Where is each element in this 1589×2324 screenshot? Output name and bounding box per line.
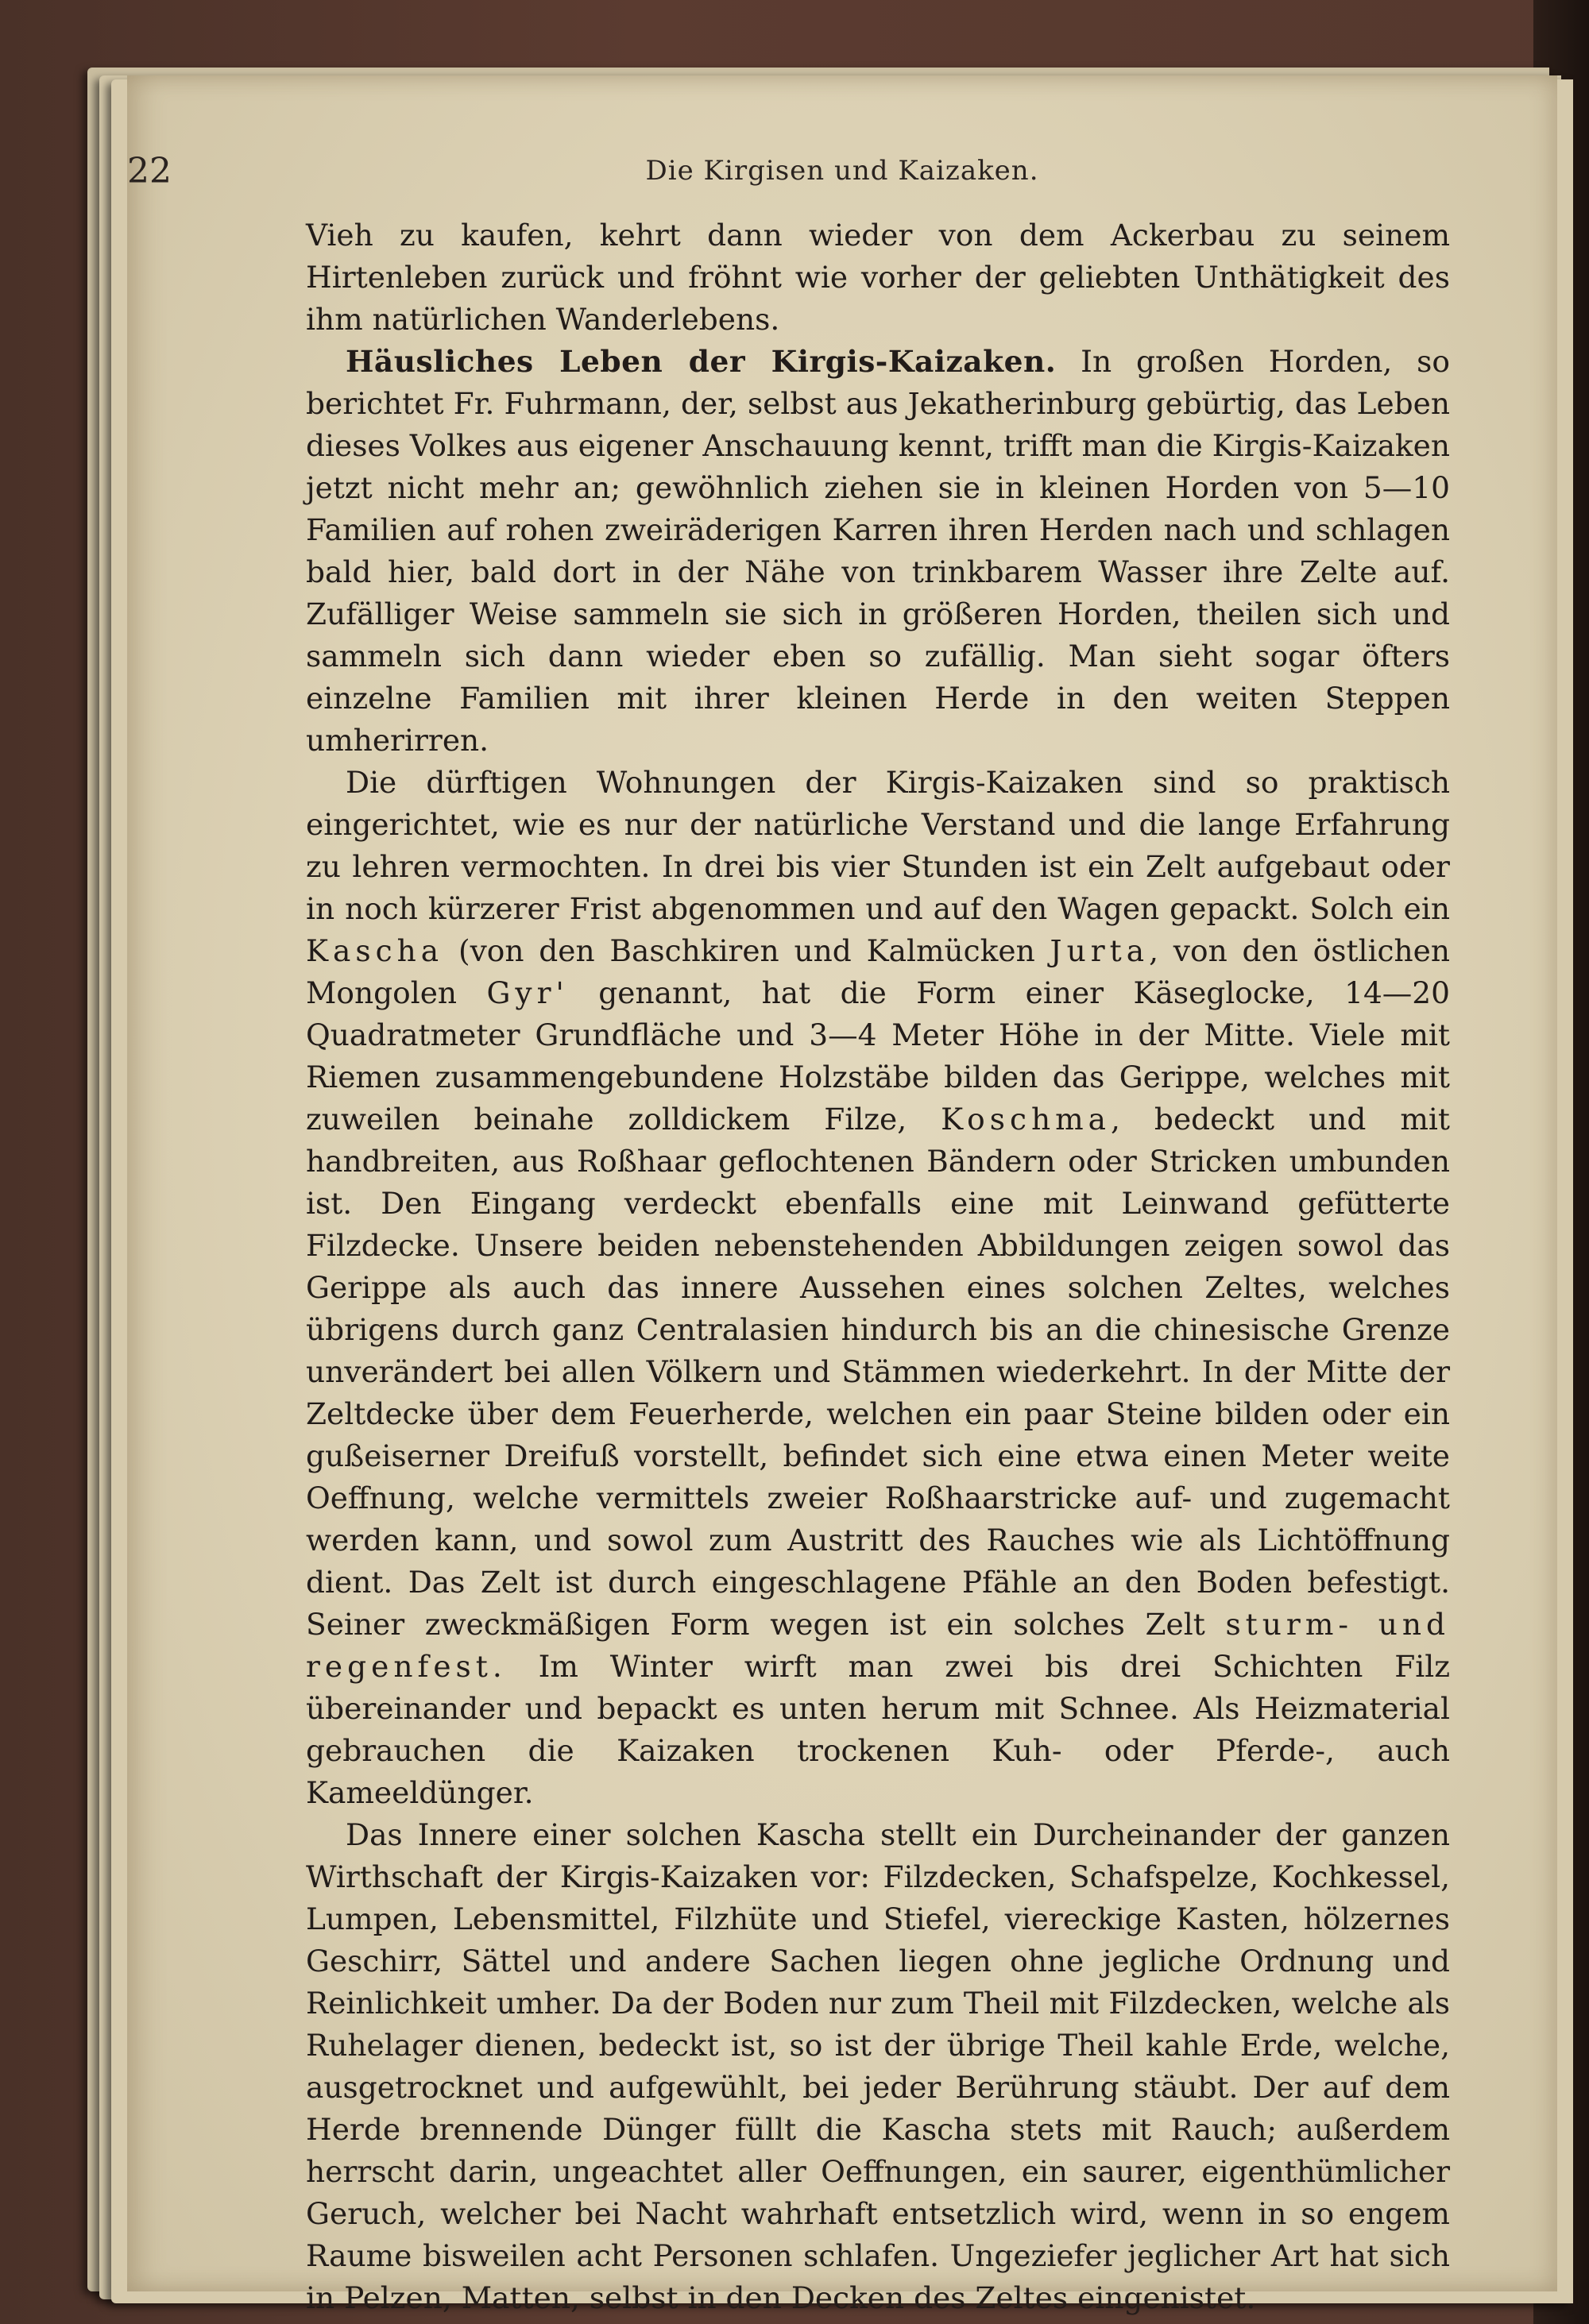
term-gyr: Gyr': [486, 975, 569, 1010]
paragraph-text: Vieh zu kaufen, kehrt dann wieder von dem Ackerbau zu seinem Hirtenleben zurück und fröhnt wie vorher der geliebten Unthätigkeit des ihm natürlichen Wanderlebens.: [306, 218, 1450, 337]
paragraph-text: , bedeckt und mit handbreiten, aus Roßhaar geflochtenen Bändern oder Stricken umbunden ist. Den Eingang verdeckt ebenfalls eine mit Leinwand gefütterte Filzdecke. Unsere beiden nebenstehenden Abbildungen zeigen sowol das Gerippe als auch das innere Aussehen eines solchen Zeltes, welches übrigens durch ganz Centralasien hindurch bis an die chinesische Grenze unverändert bei allen Völkern und Stämmen wiederkehrt. In der Mitte der Zeltdecke über dem Feuerherde, welchen ein paar Steine bilden oder ein gußeiserner Dreifuß vorstellt, befindet sich eine etwa einen Meter weite Oeffnung, welche vermittels zweier Roßhaarstricke auf- und zugemacht werden kann, und sowol zum Austritt des Rauches wie als Lichtöffnung dient. Das Zelt ist durch eingeschlagene Pfähle an den Boden befestigt. Seiner zweckmäßigen Form wegen ist ein solches Zelt: [306, 1102, 1450, 1642]
paragraph-text: , von den östlichen Mongolen: [306, 933, 1451, 1010]
paragraph: [306, 1814, 1450, 2319]
body-text: [306, 214, 1450, 2319]
term-sturm-und-regenfest: sturm- und regenfest.: [306, 1607, 1451, 1684]
paragraph-text: (von den Baschkiren und Kalmücken: [458, 933, 1035, 968]
paragraph-text: Die dürftigen Wohnungen der Kirgis-Kaizaken sind so praktisch eingerichtet, wie es nur der natürliche Verstand und die lange Erfahrung zu lehren vermochten. In drei bis vier Stunden ist ein Zelt aufgebaut oder in noch kürzerer Frist abgenommen und auf den Wagen gepackt. Solch ein: [306, 765, 1450, 926]
paragraph-text: genannt, hat die Form einer Käseglocke, 14—20 Quadratmeter Grundfläche und 3—4 Meter Höhe in der Mitte. Viele mit Riemen zusammengebundene Holzstäbe bilden das Gerippe, welches mit zuweilen beinahe zolldickem Filze,: [306, 975, 1451, 1137]
paragraph-text: Im Winter wirft man zwei bis drei Schichten Filz übereinander und bepackt es unten herum mit Schnee. Als Heizmaterial gebrauchen die Kaizaken trockenen Kuh- oder Pferde-, auch Kameeldünger.: [306, 1649, 1450, 1810]
running-title: Die Kirgisen und Kaizaken.: [645, 155, 1039, 187]
term-jurta: Jurta: [1050, 933, 1150, 968]
paragraph-text: Das Innere einer solchen Kascha stellt ein Durcheinander der ganzen Wirthschaft der Kirgis-Kaizaken vor: Filzdecken, Schafspelze, Kochkessel, Lumpen, Lebensmittel, Filzhüte und Stiefel, viereckige Kasten, hölzernes Geschirr, Sättel und andere Sachen liegen ohne jegliche Ordnung und Reinlichkeit umher. Da der Boden nur zum Theil mit Filzdecken, welche als Ruhelager dienen, bedeckt ist, so ist der übrige Theil kahle Erde, welche, ausgetrocknet und aufgewühlt, bei jeder Berührung stäubt. Der auf dem Herde brennende Dünger füllt die Kascha stets mit Rauch; außerdem herrscht darin, ungeachtet aller Oeffnungen, ein saurer, eigenthümlicher Geruch, welcher bei Nacht wahrhaft entsetzlich wird, wenn in so engem Raume bisweilen acht Personen schlafen. Ungeziefer jeglicher Art hat sich in Pelzen, Matten, selbst in den Decken des Zeltes eingenistet.: [306, 1817, 1450, 2315]
term-kascha: Kascha: [306, 933, 444, 968]
page-number: 22: [127, 151, 172, 191]
paragraph: [306, 341, 1450, 762]
paragraph: [306, 214, 1450, 341]
term-koschma: Koschma: [941, 1102, 1112, 1137]
section-rubric: Häusliches Leben der Kirgis-Kaizaken.: [346, 344, 1057, 379]
paragraph-text: In großen Horden, so berichtet Fr. Fuhrmann, der, selbst aus Jekatherinburg gebürtig, das Leben dieses Volkes aus eigener Anschauung kennt, trifft man die Kirgis-Kaizaken jetzt nicht mehr an; gewöhnlich ziehen sie in kleinen Horden von 5—10 Familien auf rohen zweiräderigen Karren ihren Herden nach und schlagen bald hier, bald dort in der Nähe von trinkbarem Wasser ihre Zelte auf. Zufälliger Weise sammeln sie sich in größeren Horden, theilen sich und sammeln sich dann wieder eben so zufällig. Man sieht sogar öfters einzelne Familien mit ihrer kleinen Herde in den weiten Steppen umherirren.: [306, 344, 1450, 758]
paragraph: [306, 762, 1450, 1814]
